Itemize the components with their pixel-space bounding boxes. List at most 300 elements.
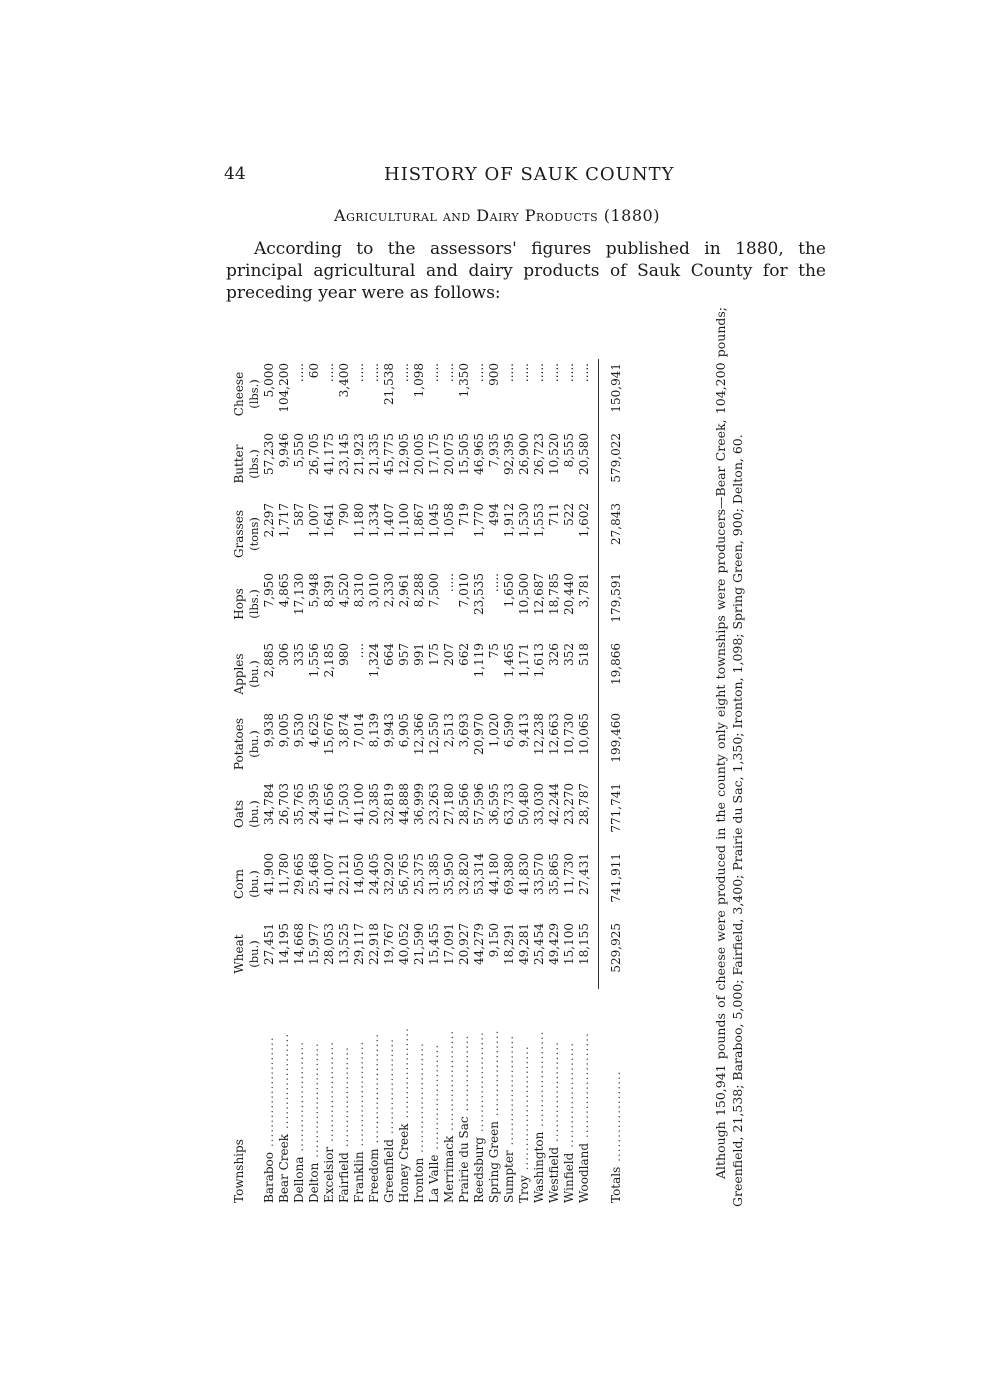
value-cell: 17,091 [442, 923, 456, 965]
table-row [277, 359, 292, 1207]
value-cell: ..... [352, 363, 366, 383]
value-cell: 10,065 [577, 713, 591, 755]
value-cell: 17,130 [292, 573, 306, 615]
value-cell: 9,005 [277, 713, 291, 748]
value-cell: 29,117 [352, 923, 366, 965]
value-cell: 1,324 [367, 643, 381, 678]
value-cell: 1,641 [322, 503, 336, 538]
value-cell: 18,291 [502, 923, 516, 965]
dot-leader: .................... [532, 1030, 546, 1132]
township-cell [292, 989, 307, 1207]
value-cell: 41,007 [322, 853, 336, 895]
value-cell: 33,570 [532, 853, 546, 895]
township-cell [337, 989, 352, 1207]
value-cell: 711 [547, 503, 561, 526]
rotated-content [232, 297, 792, 1207]
unit-cell: (lbs.) [247, 449, 261, 479]
total-value-cell: 579,022 [609, 433, 623, 483]
value-cell: 40,052 [397, 923, 411, 965]
section-title: Agricultural and Dairy Products (1880) [334, 206, 660, 225]
value-cell: 14,050 [352, 853, 366, 895]
dot-leader: ...................... [577, 1032, 591, 1143]
value-cell: 1,100 [397, 503, 411, 538]
value-cell: 11,730 [562, 853, 576, 895]
unit-cell: (lbs.) [247, 589, 261, 619]
township-cell [307, 989, 322, 1207]
township-cell [577, 989, 592, 1207]
total-value-cell: 179,591 [609, 573, 623, 623]
value-cell: 25,468 [307, 853, 321, 895]
township-cell [427, 989, 442, 1207]
value-cell: 1,407 [382, 503, 396, 538]
value-cell: 4,520 [337, 573, 351, 608]
value-cell: 20,580 [577, 433, 591, 475]
table-row [337, 359, 352, 1207]
table-row [412, 359, 427, 1207]
value-cell: 19,767 [382, 923, 396, 965]
value-cell: ..... [322, 363, 336, 383]
value-cell: ..... [472, 363, 486, 383]
value-cell: 41,900 [262, 853, 276, 895]
value-cell: 1,020 [487, 713, 501, 748]
value-cell: 3,400 [337, 363, 351, 398]
footnote-text: Although 150,941 pounds of cheese were produced in the county only eight townships were producers—Bear Creek, 104,200 pounds; Greenfield, 21,538; Baraboo, 5,000; Fairfield, 3,400; Prairie du Sac, 1,350; Ironton, 1,098; Spring Green, 900; Delton, 60. [713, 307, 745, 1207]
value-cell: 21,590 [412, 923, 426, 965]
value-cell: 1,770 [472, 503, 486, 538]
value-cell: 6,590 [502, 713, 516, 748]
dot-leader: ...................... [562, 1041, 576, 1153]
value-cell: 8,310 [352, 573, 366, 608]
intro-paragraph [226, 238, 826, 304]
value-cell: ..... [502, 363, 516, 383]
dot-leader: ...................... [427, 1043, 441, 1155]
value-cell: 1,465 [502, 643, 516, 678]
value-cell: 27,451 [262, 923, 276, 965]
value-cell: 23,263 [427, 783, 441, 825]
value-cell: 207 [442, 643, 456, 666]
unit-cell [247, 989, 262, 1207]
value-cell: 335 [292, 643, 306, 666]
totals-label: Totals [608, 1166, 623, 1203]
value-cell: 1,350 [457, 363, 471, 398]
township-name: Sumpter [502, 1150, 516, 1203]
value-cell: 44,279 [472, 923, 486, 965]
value-cell: 7,010 [457, 573, 471, 608]
dot-leader: ........................ [307, 1042, 321, 1163]
header-cell: Grasses [232, 509, 246, 559]
township-name: Prairie du Sac [457, 1116, 471, 1203]
footnote [712, 307, 746, 1207]
value-cell: 44,180 [487, 853, 501, 895]
table-row [322, 359, 337, 1207]
value-cell: 7,014 [352, 713, 366, 748]
value-cell: 8,555 [562, 433, 576, 468]
township-cell [487, 989, 502, 1207]
value-cell: ..... [367, 363, 381, 383]
unit-cell: (lbs.) [247, 379, 261, 409]
value-cell: 33,030 [532, 783, 546, 825]
value-cell: 1,007 [307, 503, 321, 538]
value-cell: 18,155 [577, 923, 591, 965]
value-cell: ..... [532, 363, 546, 383]
value-cell: 790 [337, 503, 351, 526]
table-row [427, 359, 442, 1207]
dot-leader: ..................... [442, 1029, 456, 1136]
township-cell [517, 989, 532, 1207]
value-cell: 1,553 [532, 503, 546, 538]
township-cell [412, 989, 427, 1207]
value-cell: 49,429 [547, 923, 561, 965]
value-cell: 104,200 [277, 363, 291, 413]
township-cell [457, 989, 472, 1207]
value-cell: 1,058 [442, 503, 456, 538]
value-cell: 1,180 [352, 503, 366, 538]
value-cell: 75 [487, 643, 501, 659]
value-cell: 3,874 [337, 713, 351, 748]
value-cell: 1,530 [517, 503, 531, 538]
value-cell: 1,613 [532, 643, 546, 678]
value-cell: 60 [307, 363, 321, 379]
value-cell: 522 [562, 503, 576, 526]
value-cell: 7,935 [487, 433, 501, 468]
township-cell [367, 989, 382, 1207]
value-cell: 1,045 [427, 503, 441, 538]
total-value-cell: 27,843 [609, 503, 623, 545]
table-row [442, 359, 457, 1207]
township-cell [262, 989, 277, 1207]
township-name: Reedsburg [472, 1137, 486, 1203]
unit-cell: (tons) [247, 517, 261, 551]
value-cell: 42,244 [547, 783, 561, 825]
value-cell: 2,961 [397, 573, 411, 608]
dot-leader: ..................... [337, 1046, 351, 1153]
township-name: Excelsior [322, 1146, 336, 1203]
dot-leader: ..................... [322, 1040, 336, 1147]
value-cell: 1,717 [277, 503, 291, 538]
value-cell: 5,948 [307, 573, 321, 608]
value-cell: 12,238 [532, 713, 546, 755]
value-cell: 24,395 [307, 783, 321, 825]
value-cell: 11,780 [277, 853, 291, 895]
value-cell: ..... [562, 363, 576, 383]
value-cell: 46,965 [472, 433, 486, 475]
value-cell: 12,550 [427, 713, 441, 755]
value-cell: ..... [397, 363, 411, 383]
table-row [517, 359, 532, 1207]
value-cell: ..... [427, 363, 441, 383]
township-name: La Valle [427, 1154, 441, 1203]
header-cell: Cheese [232, 371, 246, 417]
products-table [232, 359, 624, 1207]
value-cell: 35,950 [442, 853, 456, 895]
value-cell: 1,867 [412, 503, 426, 538]
value-cell: 8,288 [412, 573, 426, 608]
township-name: Washington [532, 1131, 546, 1203]
township-name: Ironton [412, 1157, 426, 1203]
value-cell: 41,830 [517, 853, 531, 895]
township-name: Westfield [547, 1146, 561, 1203]
value-cell: 57,596 [472, 783, 486, 825]
table-row [307, 359, 322, 1207]
dot-leader: ...................... [352, 1040, 366, 1152]
value-cell: 12,905 [397, 433, 411, 475]
value-cell: 28,053 [322, 923, 336, 965]
township-name: Woodland [577, 1142, 591, 1203]
township-cell [547, 989, 562, 1207]
value-cell: 10,520 [547, 433, 561, 475]
township-name: Freedom [367, 1148, 381, 1203]
unit-cell: (bu.) [247, 800, 261, 828]
township-cell [397, 989, 412, 1207]
value-cell: 45,775 [382, 433, 396, 475]
township-cell [562, 989, 577, 1207]
value-cell: 26,900 [517, 433, 531, 475]
value-cell: 980 [337, 643, 351, 666]
value-cell: 12,687 [532, 573, 546, 615]
value-cell: 1,171 [517, 643, 531, 678]
value-cell: 12,366 [412, 713, 426, 755]
value-cell: 9,946 [277, 433, 291, 468]
value-cell: 1,119 [472, 643, 486, 678]
value-cell: 10,730 [562, 713, 576, 755]
value-cell: ..... [442, 573, 456, 593]
value-cell: 26,705 [307, 433, 321, 475]
township-name: Delton [307, 1162, 321, 1203]
value-cell: 7,500 [427, 573, 441, 608]
value-cell: 20,385 [367, 783, 381, 825]
totals-label-cell [599, 989, 625, 1207]
value-cell: 1,334 [367, 503, 381, 538]
value-cell: 5,000 [262, 363, 276, 398]
township-name: Baraboo [262, 1152, 276, 1203]
township-cell [502, 989, 517, 1207]
value-cell: 29,665 [292, 853, 306, 895]
dot-leader: ................... [397, 1027, 411, 1124]
value-cell: 15,676 [322, 713, 336, 755]
header-row [232, 359, 247, 1207]
value-cell: 28,787 [577, 783, 591, 825]
value-cell: 34,784 [262, 783, 276, 825]
value-cell: 662 [457, 643, 471, 666]
value-cell: 63,733 [502, 783, 516, 825]
dot-leader: ....................... [292, 1040, 306, 1157]
value-cell: 32,820 [457, 853, 471, 895]
value-cell: 22,121 [337, 853, 351, 895]
value-cell: 25,454 [532, 923, 546, 965]
value-cell: 719 [457, 503, 471, 526]
value-cell: 15,977 [307, 923, 321, 965]
value-cell: ..... [577, 363, 591, 383]
value-cell: 14,668 [292, 923, 306, 965]
table-row [457, 359, 472, 1207]
value-cell: 518 [577, 643, 591, 666]
township-name: Greenfield [382, 1139, 396, 1203]
township-cell [442, 989, 457, 1207]
value-cell: 41,100 [352, 783, 366, 825]
units-row [247, 359, 262, 1207]
table-row [487, 359, 502, 1207]
township-cell [382, 989, 397, 1207]
value-cell: 32,920 [382, 853, 396, 895]
value-cell: 15,100 [562, 923, 576, 965]
value-cell: 664 [382, 643, 396, 666]
total-value-cell: 199,460 [609, 713, 623, 763]
value-cell: 50,480 [517, 783, 531, 825]
value-cell: 49,281 [517, 923, 531, 965]
value-cell: 8,391 [322, 573, 336, 608]
header-cell: Butter [232, 444, 246, 484]
value-cell: 3,010 [367, 573, 381, 608]
dot-leader: ....................... [412, 1042, 426, 1158]
value-cell: 32,819 [382, 783, 396, 825]
value-cell: 14,195 [277, 923, 291, 965]
value-cell: 20,970 [472, 713, 486, 755]
value-cell: 4,865 [277, 573, 291, 608]
value-cell: 1,602 [577, 503, 591, 538]
value-cell: ..... [292, 363, 306, 383]
table-row [397, 359, 412, 1207]
value-cell: 44,888 [397, 783, 411, 825]
value-cell: 17,503 [337, 783, 351, 825]
header-cell: Oats [232, 800, 246, 828]
value-cell: ..... [517, 363, 531, 383]
dot-leader: ................ [457, 1034, 471, 1117]
value-cell: 26,723 [532, 433, 546, 475]
value-cell: 36,595 [487, 783, 501, 825]
value-cell: 306 [277, 643, 291, 666]
value-cell: 25,375 [412, 853, 426, 895]
value-cell: 900 [487, 363, 501, 386]
value-cell: 1,556 [307, 643, 321, 678]
township-cell [352, 989, 367, 1207]
value-cell: 35,865 [547, 853, 561, 895]
value-cell: 92,395 [502, 433, 516, 475]
value-cell: 9,943 [382, 713, 396, 748]
value-cell: 24,405 [367, 853, 381, 895]
township-cell [532, 989, 547, 1207]
value-cell: 2,185 [322, 643, 336, 678]
header-cell: Hops [232, 588, 246, 620]
value-cell: 1,098 [412, 363, 426, 398]
township-name: Dellona [292, 1156, 306, 1203]
value-cell: 13,525 [337, 923, 351, 965]
value-cell: 53,314 [472, 853, 486, 895]
township-name: Fairfield [337, 1152, 351, 1203]
value-cell: 31,385 [427, 853, 441, 895]
header-cell: Apples [232, 653, 246, 695]
value-cell: 4,625 [307, 713, 321, 748]
table-row [472, 359, 487, 1207]
value-cell: ..... [442, 363, 456, 383]
township-name: Troy [517, 1175, 531, 1203]
header-cell: Corn [232, 869, 246, 899]
value-cell: 7,950 [262, 573, 276, 608]
value-cell: 6,905 [397, 713, 411, 748]
dot-leader: ....................... [502, 1034, 516, 1151]
value-cell: 36,999 [412, 783, 426, 825]
value-cell: 1,650 [502, 573, 516, 608]
value-cell: 15,505 [457, 433, 471, 475]
dot-leader: ..................... [547, 1041, 561, 1147]
value-cell: 9,150 [487, 923, 501, 958]
value-cell: 23,535 [472, 573, 486, 615]
township-name: Spring Green [487, 1121, 501, 1203]
value-cell: 2,885 [262, 643, 276, 678]
value-cell: 15,455 [427, 923, 441, 965]
value-cell: 587 [292, 503, 306, 526]
table-row [262, 359, 277, 1207]
value-cell: 2,330 [382, 573, 396, 608]
value-cell: 23,145 [337, 433, 351, 475]
total-value-cell: 150,941 [609, 363, 623, 413]
dot-leader: ................... [608, 1070, 623, 1167]
unit-cell: (bu.) [247, 660, 261, 688]
value-cell: 22,918 [367, 923, 381, 965]
table-row [502, 359, 517, 1207]
value-cell: 26,703 [277, 783, 291, 825]
value-cell: 27,180 [442, 783, 456, 825]
dot-leader: .................... [382, 1038, 396, 1140]
value-cell: 175 [427, 643, 441, 666]
value-cell: 20,005 [412, 433, 426, 475]
value-cell: 5,550 [292, 433, 306, 468]
total-value-cell: 529,925 [609, 923, 623, 973]
value-cell: 2,513 [442, 713, 456, 748]
total-value-cell: 771,741 [609, 783, 623, 833]
value-cell: 20,927 [457, 923, 471, 965]
value-cell: 9,938 [262, 713, 276, 748]
dot-leader: .................. [487, 1029, 501, 1122]
unit-cell: (bu.) [247, 730, 261, 758]
value-cell: 991 [412, 643, 426, 666]
township-name: Merrimack [442, 1135, 456, 1203]
table-body [262, 359, 624, 1207]
value-cell: 21,335 [367, 433, 381, 475]
value-cell: .... [352, 643, 366, 659]
header-cell: Townships [232, 1139, 246, 1203]
header-cell: Wheat [232, 934, 246, 974]
value-cell: 18,785 [547, 573, 561, 615]
dot-leader: .................... [277, 1032, 291, 1134]
value-cell: 56,765 [397, 853, 411, 895]
table-row [562, 359, 577, 1207]
table-row [367, 359, 382, 1207]
township-name: Winfield [562, 1152, 576, 1203]
dot-leader: .......................... [517, 1045, 531, 1176]
value-cell: 1,912 [502, 503, 516, 538]
table-row [382, 359, 397, 1207]
value-cell: 23,270 [562, 783, 576, 825]
value-cell: 27,431 [577, 853, 591, 895]
dot-leader: ....................... [367, 1032, 381, 1149]
value-cell: ..... [487, 573, 501, 593]
table-row [547, 359, 562, 1207]
dot-leader: ..................... [472, 1031, 486, 1138]
dot-leader: ....................... [262, 1036, 276, 1152]
value-cell: 494 [487, 503, 501, 526]
unit-cell: (bu.) [247, 940, 261, 968]
township-cell [472, 989, 487, 1207]
value-cell: 20,075 [442, 433, 456, 475]
value-cell: 8,139 [367, 713, 381, 748]
value-cell: 69,380 [502, 853, 516, 895]
township-name: Honey Creek [397, 1123, 411, 1203]
intro-text: According to the assessors' figures published in 1880, the principal agricultural and dairy products of Sauk County for the preceding year were as follows: [226, 239, 826, 303]
value-cell: 57,230 [262, 433, 276, 475]
value-cell: 3,781 [577, 573, 591, 608]
value-cell: 17,175 [427, 433, 441, 475]
value-cell: 41,656 [322, 783, 336, 825]
